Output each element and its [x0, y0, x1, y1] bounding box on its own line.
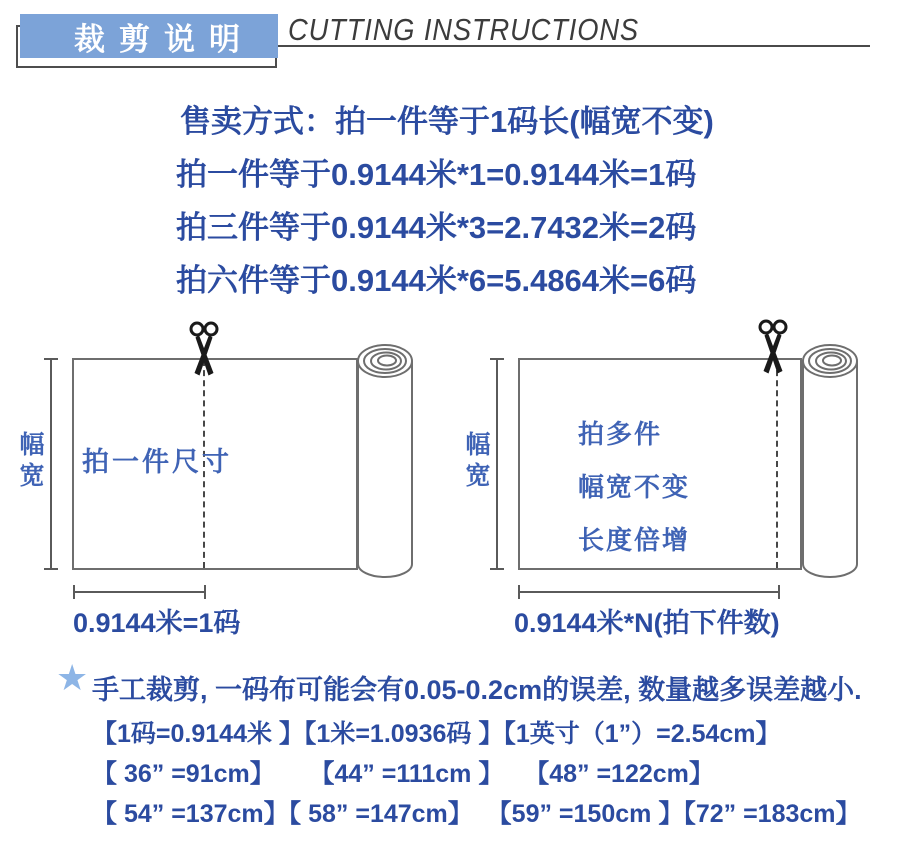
right-width-measure	[490, 358, 504, 570]
left-length-measure	[73, 585, 206, 599]
fabric-roll	[800, 342, 860, 582]
section-subtitle: CUTTING INSTRUCTIONS	[288, 12, 640, 47]
star-icon: ★	[56, 657, 89, 698]
scissors-icon	[757, 319, 789, 381]
measure-line	[518, 591, 780, 593]
right-measure-label: 0.9144米*N(拍下件数)	[514, 608, 780, 638]
right-inner-line-3: 长度倍增	[578, 525, 691, 555]
selling-method-line: 售卖方式：拍一件等于1码长(幅宽不变)	[180, 104, 714, 139]
section-title: 裁剪说明	[74, 21, 254, 57]
conversion-line-1: 【1码=0.9144米 】【1米=1.0936码 】【1英寸（1”）=2.54cm】	[92, 720, 781, 748]
left-width-measure	[44, 358, 58, 570]
conversion-line-3: 【 54” =137cm】【 58” =147cm】 【59” =150cm 】【72” =183cm】	[92, 800, 861, 828]
header-underline	[278, 45, 870, 47]
section-title-box	[20, 14, 278, 58]
left-inner-label: 拍一件尺寸	[82, 447, 232, 477]
conversion-line-2: 【 36” =91cm】 【44” =111cm 】 【48” =122cm】	[92, 760, 714, 788]
scissors-icon	[188, 321, 220, 383]
three-piece-equation: 拍三件等于0.9144米*3=2.7432米=2码	[176, 210, 697, 245]
left-measure-label: 0.9144米=1码	[73, 608, 241, 638]
one-piece-equation: 拍一件等于0.9144米*1=0.9144米=1码	[176, 157, 697, 192]
right-inner-line-2: 幅宽不变	[578, 472, 691, 502]
measure-line	[496, 358, 498, 570]
fabric-roll	[355, 342, 415, 582]
measure-line	[50, 358, 52, 570]
six-piece-equation: 拍六件等于0.9144米*6=5.4864米=6码	[176, 263, 697, 298]
right-cut-dashed-line	[776, 360, 778, 568]
right-length-measure	[518, 585, 780, 599]
left-width-label: 幅宽	[19, 431, 45, 490]
tolerance-note: 手工裁剪, 一码布可能会有0.05-0.2cm的误差, 数量越多误差越小.	[92, 675, 862, 705]
right-width-label: 幅宽	[465, 431, 491, 490]
measure-line	[73, 591, 206, 593]
right-inner-line-1: 拍多件	[578, 419, 663, 449]
